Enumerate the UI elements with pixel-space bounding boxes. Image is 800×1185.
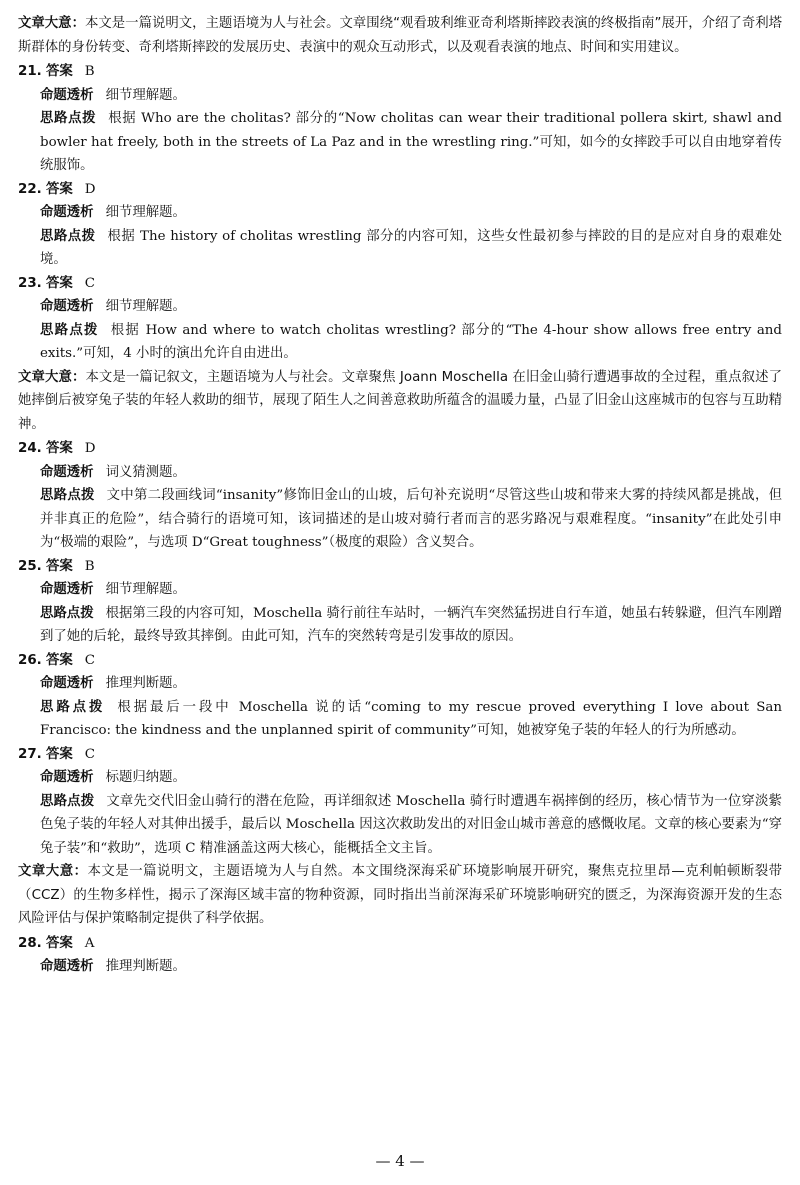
question-24 (18, 437, 782, 555)
hint-text: 根据 The history of cholitas wrestling 部分的内容可知，这些女性最初参与摔跤的目的是应对自身的艰难处境。 (40, 228, 783, 267)
answer-line (18, 743, 782, 767)
hint-label: 思路点拨 (40, 605, 94, 621)
passage-summary-3 (18, 860, 782, 931)
hint-line (40, 484, 782, 555)
hint-text: 根据 Who are the cholitas? 部分的“Now cholitas can wear their traditional pollera skirt, shawl and bowler hat freely, both in the streets of La Paz and in the wrestling ring.”可知，如今的女摔跤手可以自由地穿着传统服饰。 (40, 111, 783, 173)
hint-line (40, 319, 782, 366)
question-type-line (40, 955, 782, 979)
summary-text: 本文是一篇说明文，主题语境为人与社会。文章围绕“观看玻利维亚奇利塔斯摔跤表演的终极指南”展开，介绍了奇利塔斯群体的身份转变、奇利塔斯摔跤的发展历史、表演中的观众互动形式，以及观看表演的地点、时间和实用建议。 (18, 16, 783, 55)
summary-text: 本文是一篇记叙文，主题语境为人与社会。文章聚焦 Joann Moschella 在旧金山骑行遭遇事故的全过程，重点叙述了她摔倒后被穿兔子装的年轻人救助的细节，展现了陌生人之间善意救助所蕴含的温暖力量，凸显了旧金山这座城市的包容与互助精神。 (18, 369, 783, 432)
answer-letter: C (84, 652, 96, 668)
question-number: 28. (18, 935, 42, 951)
answer-line (18, 437, 782, 461)
hint-line (40, 696, 782, 743)
question-type-line (40, 766, 782, 790)
answer-letter: C (84, 275, 96, 291)
answer-letter: D (84, 441, 96, 456)
answer-label: 答案 (46, 441, 73, 456)
hint-text: 根据第三段的内容可知，Moschella 骑行前往车站时，一辆汽车突然猛拐进自行车道，她虽右转躲避，但汽车刚蹭到了她的后轮，最终导致其摔倒。由此可知，汽车的突然转弯是引发事故的原因。 (40, 605, 782, 644)
question-number: 21. (18, 64, 42, 79)
type-text: 细节理解题。 (105, 299, 186, 314)
type-label: 命题透析 (40, 582, 94, 597)
type-label: 命题透析 (40, 299, 94, 314)
hint-text: 文章先交代旧金山骑行的潜在危险，再详细叙述 Moschella 骑行时遭遇车祸摔倒的经历，核心情节为一位穿淡紫色兔子装的年轻人对其伸出援手，最后以 Moschella 因这次救助发出的对旧金山城市善意的感慨收尾。文章的核心要素为“穿兔子装”和“救助”，选项 C 精准涵盖这两大核心，能概括全文主旨。 (40, 793, 782, 856)
type-label: 命题透析 (40, 676, 94, 691)
question-type-line (40, 672, 782, 696)
hint-text: 文中第二段画线词“insanity”修饰旧金山的山坡，后句补充说明“尽管这些山坡和带来大雾的持续风都是挑战，但并非真正的危险”，结合骑行的语境可知，该词描述的是山坡对骑行者而言的恶劣路况与艰难程度。“insanity”在此处引申为“极端的艰险”，与选项 D“Great toughness”（极度的艰险）含义契合。 (40, 488, 783, 550)
hint-line (40, 225, 782, 272)
passage-summary-2 (18, 366, 782, 437)
hint-label: 思路点拨 (40, 228, 96, 244)
summary-label: 文章大意： (18, 16, 85, 31)
answer-line (18, 272, 782, 296)
type-text: 推理判断题。 (105, 959, 186, 974)
answer-label: 答案 (46, 652, 73, 668)
hint-line (40, 790, 782, 861)
question-21 (18, 60, 782, 178)
hint-label: 思路点拨 (40, 111, 97, 126)
answer-label: 答案 (46, 558, 73, 574)
question-27 (18, 743, 782, 861)
answer-letter: A (84, 935, 95, 951)
type-text: 标题归纳题。 (105, 770, 186, 785)
type-text: 推理判断题。 (105, 676, 186, 691)
question-number: 26. (18, 652, 42, 668)
answer-label: 答案 (46, 935, 73, 951)
question-number: 24. (18, 441, 42, 456)
question-number: 25. (18, 558, 42, 574)
answer-label: 答案 (46, 181, 73, 197)
hint-text: 根据最后一段中 Moschella 说的话“coming to my rescue proved everything I love about San Francisco: the kindness and the unplanned spirit of community”可知，她被穿兔子装的年轻人的行为所感动。 (40, 699, 782, 738)
answer-label: 答案 (46, 275, 73, 291)
type-text: 词义猜测题。 (105, 464, 186, 480)
answer-line (18, 932, 782, 956)
summary-label: 文章大意： (18, 864, 88, 879)
answer-letter: C (84, 746, 96, 762)
hint-line (40, 602, 782, 649)
question-type-line (40, 201, 782, 225)
answer-label: 答案 (46, 64, 73, 79)
type-text: 细节理解题。 (105, 582, 186, 597)
question-25 (18, 555, 782, 649)
question-type-line (40, 84, 782, 108)
hint-label: 思路点拨 (40, 793, 95, 809)
question-number: 23. (18, 275, 42, 291)
answer-line (18, 649, 782, 673)
answer-label: 答案 (46, 746, 73, 762)
page-number: — 4 — (375, 1152, 425, 1170)
type-label: 命题透析 (40, 87, 94, 103)
question-28 (18, 932, 782, 979)
hint-line (40, 107, 782, 178)
hint-label: 思路点拨 (40, 322, 99, 338)
type-label: 命题透析 (40, 464, 94, 480)
question-type-line (40, 461, 782, 485)
type-text: 细节理解题。 (105, 87, 186, 103)
type-text: 细节理解题。 (105, 205, 186, 220)
hint-label: 思路点拨 (40, 488, 95, 503)
question-number: 27. (18, 746, 42, 762)
question-26 (18, 649, 782, 743)
summary-label: 文章大意： (18, 369, 86, 385)
question-type-line (40, 295, 782, 319)
answer-line (18, 60, 782, 84)
type-label: 命题透析 (40, 770, 94, 785)
hint-label: 思路点拨 (40, 699, 106, 715)
question-number: 22. (18, 181, 42, 197)
answer-letter: B (84, 558, 95, 574)
question-type-line (40, 578, 782, 602)
answer-letter: B (84, 64, 95, 79)
type-label: 命题透析 (40, 205, 94, 220)
passage-summary-1 (18, 12, 782, 59)
answer-letter: D (84, 181, 96, 197)
hint-text: 根据 How and where to watch cholitas wrestling? 部分的“The 4-hour show allows free entry and exits.”可知，4 小时的演出允许自由进出。 (40, 322, 783, 361)
question-23 (18, 272, 782, 366)
summary-text: 本文是一篇说明文，主题语境为人与自然。本文围绕深海采矿环境影响展开研究，聚焦克拉里昂—克利帕顿断裂带（CCZ）的生物多样性，揭示了深海区域丰富的物种资源，同时指出当前深海采矿环境影响研究的匮乏，为深海资源开发的生态风险评估与保护策略制定提供了科学依据。 (18, 864, 783, 926)
answer-line (18, 178, 782, 202)
type-label: 命题透析 (40, 959, 94, 974)
question-22 (18, 178, 782, 272)
answer-line (18, 555, 782, 579)
